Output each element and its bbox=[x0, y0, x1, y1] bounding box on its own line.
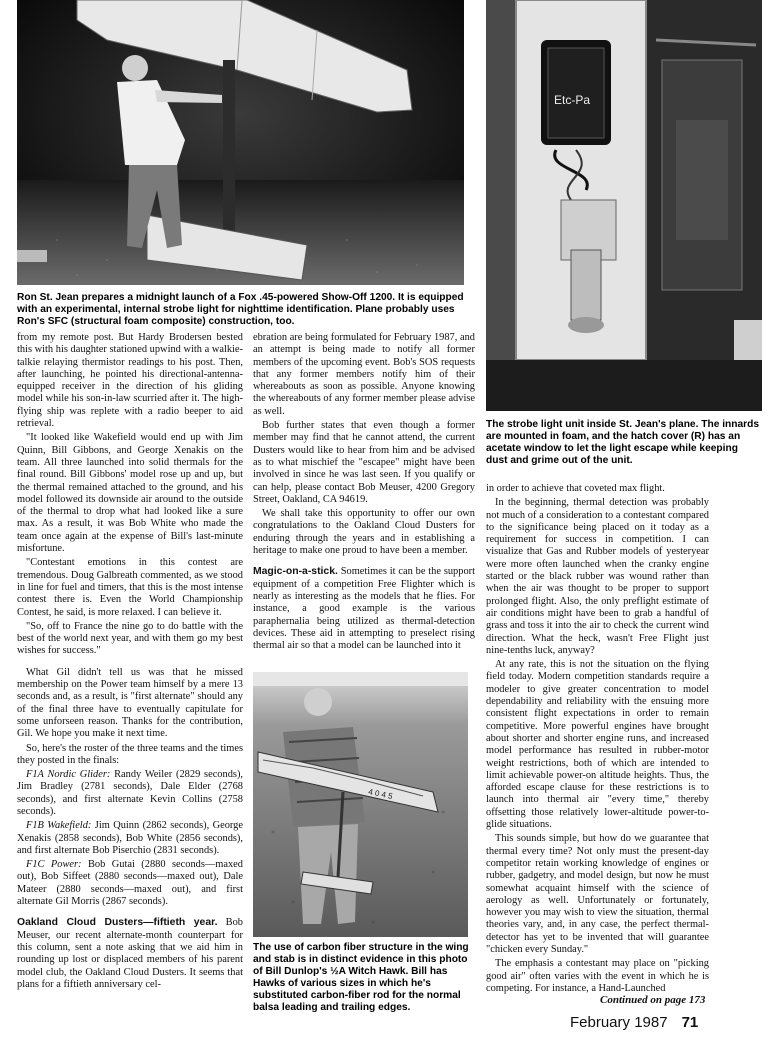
magic-text: Sometimes it can be the support equipment of a competition Free Flighter which is nearly as interesting as the models that he flies. For instance, a good example is the various paraphernalia being utilized as thermal-detection devices. These aid in attempting to preselect rising thermal air so that a model can be launched into it bbox=[253, 566, 475, 652]
page-number: 71 bbox=[681, 1014, 699, 1031]
col1-paragraph: So, here's the roster of the three teams and the times they posted in the finals: bbox=[17, 742, 243, 766]
caption-witch-hawk: The use of carbon fiber structure in the wing and stab is in distinct evidence in this photo of Bill Dunlop's ½A Witch Hawk. Bill has Hawks of various sizes in which he's substituted carbon-fiber rod for the normal balsa leading and trailing edges. bbox=[253, 942, 469, 1013]
photo-witch-hawk bbox=[253, 672, 468, 937]
roster-f1a-label: F1A Nordic Glider: bbox=[26, 769, 111, 781]
article-column-2 bbox=[253, 332, 475, 654]
oakland-paragraph bbox=[17, 917, 243, 991]
roster-f1c-text: Bob Gutai (2880 seconds—maxed out), Bob Siffeet (2880 seconds—maxed out), Dale Mateer (2880 seconds—maxed out), and first alternate Gil Morris (2867 seconds). bbox=[17, 859, 243, 908]
page-footer bbox=[570, 1014, 698, 1031]
col3-paragraph: This sounds simple, but how do we guarantee that thermal every time? Not only must the present-day competitor retain working knowledge of engines or rubber, gadgetry, and model design, but now he must somewhat acquaint himself with the science of aerology as well. Unfortunately or fortunately, however you may wish to view the situation, thermal theories vary, and, in any case, the perfect thermal-detector has yet to be invented that will guarantee "chicken every Sunday." bbox=[486, 833, 709, 955]
col1-paragraph: "Contestant emotions in this contest are tremendous. Doug Galbreath commented, as we stood in line for fuel and timers, that this is the most intense contest there is. Even the World Championship Contest, he said, is more relaxed. I can believe it. bbox=[17, 557, 243, 618]
article-column-3 bbox=[486, 483, 709, 997]
col3-paragraph: In the beginning, thermal detection was probably not much of a consideration to a contestant compared to the significance being placed on it today as a requirement for success in competition. I can visualize that Gas and Rubber models of yesteryear were more often launched when the cranky engine started or the black rubber was wound rather than when the air was thought to be proper to support prolonged flight. Also, the only preflight estimate of air conditions might have been to grab a handful of grass and toss it into the air to check the current wind direction. What the heck, wasn't Free Flight just nine-tenths luck, anyway? bbox=[486, 497, 709, 656]
col2-paragraph: Bob further states that even though a former member may find that he cannot attend, the current Dusters would like to hear from him and be advised as to what mischief the "escapee" might have been involved in since he was last seen. If you qualify or can help, please contact Bob Meuser, 4200 Gregory Street, Oakland, CA 94619. bbox=[253, 420, 475, 505]
col3-paragraph: At any rate, this is not the situation on the flying field today. Modern competition standards require a modeler to give greater concentration to model dependability and reliability with the ensuing more consistent flight expectations in order to remain competitive. More powerful engines have brought about shorter and shorter engine runs, and increased model performance has resulted in rubber-motor weight restrictions, both of which are intended to limit achievable power-on altitude heights. Thus, the afforded escape clause for these restrictions is to launch into thermal air "every time," thereby offsetting those relatively lower-altitude power-to-glide situations. bbox=[486, 659, 709, 831]
col2-paragraph: We shall take this opportunity to offer our own congratulations to the Oakland Cloud Dusters for enduring through the years and in establishing a heritage to make one proud to have been a member. bbox=[253, 508, 475, 557]
caption-strobe-unit: The strobe light unit inside St. Jean's plane. The innards are mounted in foam, and the hatch cover (R) has an acetate window to let the light escape while keeping dust and grime out of the unit. bbox=[486, 419, 759, 466]
hatch-marking: Etc-Pa bbox=[554, 93, 591, 107]
roster-f1b bbox=[17, 820, 243, 857]
roster-f1a bbox=[17, 769, 243, 818]
col1-paragraph: from my remote post. But Hardy Brodersen bested this with his daughter stationed upwind with a walkie-talkie relaying thermistor readings to his post. Then, after launching, he pointed his directional-antenna-equipped receiver in the direction of his gliding model while his son-in-law scurried after it. The high-flying ship was replete with a radio beeper to aid retrieval. bbox=[17, 332, 243, 430]
photo-strobe-unit bbox=[486, 0, 762, 411]
issue-date: February 1987 bbox=[570, 1014, 668, 1031]
oakland-subhead: Oakland Cloud Dusters—fiftieth year. bbox=[17, 917, 218, 929]
col1-paragraph: "It looked like Wakefield would end up with Jim Quinn, Bill Gibbons, and George Xenakis on the team. All three launched into solid thermals for the final round. Bill Gibbons' model rose up and up, but the thermal remained attached to the ground, and his model followed its downside air around to the outside of the thermal to drop what had looked like a sure max. As a result, it was Bob White who made the team once again at the expense of Bill's last-minute misfortune. bbox=[17, 432, 243, 555]
continued-note: Continued on page 173 bbox=[600, 994, 706, 1006]
roster-f1a-text: Randy Weiler (2829 seconds), Jim Bradley (2781 seconds), Dale Elder (2768 seconds), and first alternate Kevin Collins (2758 seconds). bbox=[17, 769, 243, 817]
roster-f1b-text: Jim Quinn (2862 seconds), George Xenakis (2858 seconds), Bob White (2856 seconds), and first alternate Bob Piserchio (2831 seconds). bbox=[17, 820, 243, 856]
article-column-1 bbox=[17, 332, 243, 993]
photo-night-launch bbox=[17, 0, 464, 285]
col3-paragraph: The emphasis a contestant may place on "picking good air" often varies with the event in which he is competing. For instance, a Hand-Launched bbox=[486, 958, 709, 994]
col2-paragraph: ebration are being formulated for February 1987, and an attempt is being made to notify all former members of the upcoming event. Bob's SOS requests that any former members notify him of their whereabouts as soon as possible. Anyone knowing the whereabouts of any former member please advise as well. bbox=[253, 332, 475, 417]
oakland-text: Bob Meuser, our recent alternate-month counterpart for this column, sent a note asking that we aid him in rounding up lost or displaced members of his parent model club, the Oakland Cloud Dusters. It seems that plans for a fiftieth anniversary cel- bbox=[17, 917, 244, 990]
wing-marking: 4 0 4 5 bbox=[367, 787, 394, 802]
col1-paragraph: What Gil didn't tell us was that he missed membership on the Power team himself by a mere 13 seconds and, as a result, is "first alternate" should any of the final three have to eventually capitulate for some unforseen reason. Thanks for the contribution, Gil. We hope you make it next time. bbox=[17, 666, 243, 740]
magic-subhead: Magic-on-a-stick. bbox=[253, 566, 338, 578]
roster-f1c-label: F1C Power: bbox=[26, 859, 82, 871]
caption-night-launch: Ron St. Jean prepares a midnight launch of a Fox .45-powered Show-Off 1200. It is equipped with an experimental, internal strobe light for nighttime identification. Plane probably uses Ron's SFC (structural foam composite) construction, too. bbox=[17, 292, 464, 327]
roster-f1b-label: F1B Wakefield: bbox=[26, 820, 92, 832]
roster-f1c bbox=[17, 859, 243, 908]
col3-paragraph: in order to achieve that coveted max flight. bbox=[486, 483, 665, 494]
col1-paragraph: "So, off to France the nine go to do battle with the best of the world next year, and with them go my best wishes for success." bbox=[17, 620, 243, 657]
magic-paragraph bbox=[253, 566, 475, 652]
